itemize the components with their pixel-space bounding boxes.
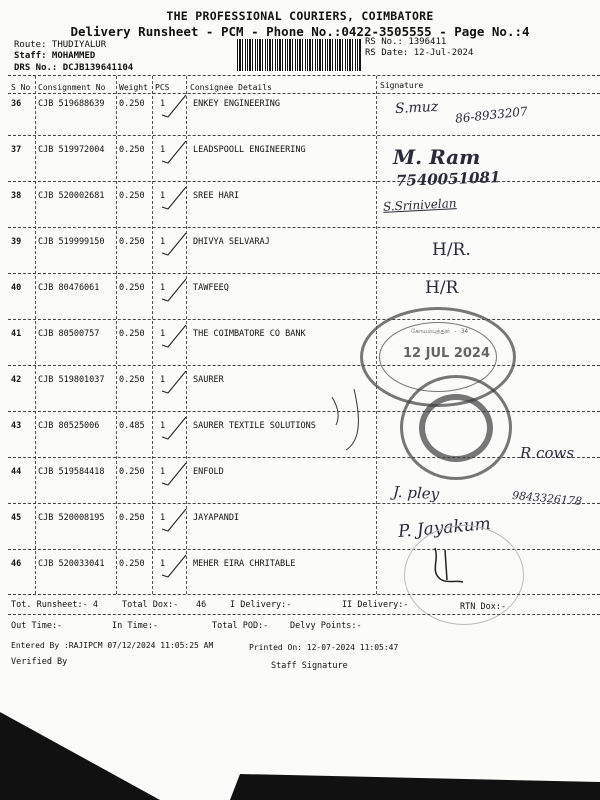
cell-weight: 0.250 [119, 467, 145, 477]
cell-sno: 36 [11, 99, 22, 109]
runsheet-subtitle: Delivery Runsheet - PCM - Phone No.:0422-3505555 - Page No.:4 [70, 24, 530, 39]
col-sep [35, 76, 36, 594]
cell-pcs: 1 [160, 421, 166, 431]
signature-row-45: J. pley [392, 482, 440, 504]
row-divider [8, 135, 600, 136]
cell-consignee: TAWFEEQ [193, 283, 229, 293]
tick-mark-icon [160, 277, 190, 303]
tick-mark-icon [160, 369, 190, 395]
stamp-date: 12 JUL 2024 [403, 346, 491, 361]
entered-by: Entered By :RAJIPCM 07/12/2024 11:05:25 AM [11, 641, 214, 650]
cell-sno: 43 [11, 421, 22, 431]
cell-consignee: SAURER TEXTILE SOLUTIONS [193, 421, 316, 431]
cell-weight: 0.250 [119, 513, 145, 523]
company-title: THE PROFESSIONAL COURIERS, COIMBATORE [166, 9, 434, 23]
company-seal-stamp [400, 375, 512, 480]
cell-sno: 46 [11, 559, 22, 569]
tick-mark-icon [160, 323, 190, 349]
signature-row-37: M. Ram [393, 145, 481, 169]
cell-consignee: SAURER [193, 375, 224, 385]
cell-sno: 40 [11, 283, 22, 293]
row-divider [8, 411, 600, 412]
cell-consignee: ENFOLD [193, 467, 224, 477]
signature-phone-36: 86-8933207 [454, 104, 529, 126]
header-divider-bottom [8, 93, 600, 94]
cell-weight: 0.250 [119, 283, 145, 293]
tick-mark-icon [160, 139, 190, 165]
cell-consignment: CJB 519688639 [38, 99, 105, 109]
col-sno: S No [11, 83, 31, 92]
tick-mark-icon [160, 93, 190, 119]
tick-mark-icon [160, 507, 190, 533]
delvy-points-label: Delvy Points:- [290, 621, 362, 631]
row-divider [8, 319, 600, 320]
tick-mark-icon [160, 461, 190, 487]
signature-row-38: S.Srinivelan [382, 196, 457, 214]
cell-weight: 0.485 [119, 421, 145, 431]
verified-by-label: Verified By [11, 657, 68, 667]
row-divider [8, 273, 600, 274]
tick-mark-icon [160, 231, 190, 257]
rtn-dox-label: RTN Dox:- [460, 602, 507, 612]
cell-weight: 0.250 [119, 375, 145, 385]
cell-weight: 0.250 [119, 99, 145, 109]
cell-pcs: 1 [160, 467, 166, 477]
cell-consignee: ENKEY ENGINEERING [193, 99, 280, 109]
staff-signature-label: Staff Signature [271, 661, 348, 671]
cell-sno: 38 [11, 191, 22, 201]
cell-consignee: MEHER EIRA CHRITABLE [193, 559, 296, 569]
cell-consignment: CJB 80525006 [38, 421, 100, 431]
signature-phone-45: 9843326178 [511, 488, 583, 509]
col-signature: Signature [380, 81, 424, 90]
in-time-label: In Time:- [112, 621, 159, 631]
cell-pcs: 1 [160, 99, 166, 109]
cell-sno: 42 [11, 375, 22, 385]
tick-mark-icon [160, 553, 190, 579]
cell-weight: 0.250 [119, 191, 145, 201]
signature-name-45: P. Jayakum [397, 513, 492, 543]
cell-sno: 44 [11, 467, 22, 477]
col-weight: Weight [119, 83, 148, 92]
cell-pcs: 1 [160, 513, 166, 523]
cell-weight: 0.250 [119, 237, 145, 247]
cell-consignee: DHIVYA SELVARAJ [193, 237, 270, 247]
cell-consignment: CJB 519999150 [38, 237, 105, 247]
total-pod-label: Total POD:- [212, 621, 269, 631]
cell-pcs: 1 [160, 559, 166, 569]
cell-pcs: 1 [160, 283, 166, 293]
col-sep [152, 76, 153, 594]
rs-date: RS Date: 12-Jul-2024 [365, 48, 474, 58]
stamp-location: கோயம்புத்தூர் - 34 [411, 328, 469, 335]
scribble-mark [320, 385, 380, 455]
cell-consignment: CJB 80500757 [38, 329, 100, 339]
tot-runsheet: Tot. Runsheet:- 4 [11, 600, 98, 610]
cell-consignee: SREE HARI [193, 191, 240, 201]
cell-consignment: CJB 519801037 [38, 375, 105, 385]
cell-consignment: CJB 519972004 [38, 145, 105, 155]
cell-pcs: 1 [160, 237, 166, 247]
row-divider [8, 181, 600, 182]
cell-consignee: LEADSPOOLL ENGINEERING [193, 145, 306, 155]
cell-consignment: CJB 520008195 [38, 513, 105, 523]
cell-consignee: THE COIMBATORE CO BANK [193, 329, 306, 339]
cell-sno: 37 [11, 145, 22, 155]
cell-consignment: CJB 520002681 [38, 191, 105, 201]
out-time-label: Out Time:- [11, 621, 63, 631]
i-delivery-label: I Delivery:- [230, 600, 292, 610]
ii-delivery-label: II Delivery:- [342, 600, 409, 610]
staff-label: Staff: MOHAMMED [14, 51, 96, 61]
total-dox-label: Total Dox:- [122, 600, 179, 610]
cell-consignment: CJB 519584418 [38, 467, 105, 477]
signature-row-39: H/R. [432, 240, 471, 260]
scan-shadow [0, 712, 600, 800]
cell-sno: 45 [11, 513, 22, 523]
tick-mark-icon [160, 415, 190, 441]
header-divider-top [8, 75, 600, 76]
route-label: Route: THUDIYALUR [14, 40, 107, 50]
barcode-image [237, 39, 361, 71]
signature-phone-37: 7540051081 [395, 168, 501, 190]
cell-weight: 0.250 [119, 559, 145, 569]
row-divider [8, 227, 600, 228]
drs-number: DRS No.: DCJB139641104 [14, 63, 134, 73]
row-divider [8, 457, 600, 458]
col-sep [116, 76, 117, 594]
total-dox-value: 46 [196, 600, 207, 610]
signature-row-36: S.muz [394, 98, 439, 118]
col-pcs: PCS [155, 83, 170, 92]
cell-pcs: 1 [160, 191, 166, 201]
cell-sno: 39 [11, 237, 22, 247]
footer-divider-top [8, 594, 600, 595]
cell-pcs: 1 [160, 329, 166, 339]
cell-weight: 0.250 [119, 145, 145, 155]
row-divider [8, 503, 600, 504]
cell-sno: 41 [11, 329, 22, 339]
tick-mark-icon [160, 185, 190, 211]
footer-divider-mid [8, 614, 600, 615]
cell-consignment: CJB 520033041 [38, 559, 105, 569]
col-consignee: Consignee Details [190, 83, 272, 92]
printed-on: Printed On: 12-07-2024 11:05:47 [249, 643, 399, 652]
col-consignment: Consignment No [38, 83, 106, 92]
signature-row-44: R cows [520, 444, 575, 462]
cell-pcs: 1 [160, 145, 166, 155]
cell-weight: 0.250 [119, 329, 145, 339]
cell-pcs: 1 [160, 375, 166, 385]
rs-number: RS No.: 1396411 [365, 37, 447, 47]
cell-consignment: CJB 80476061 [38, 283, 100, 293]
signature-row-40: H/R [425, 278, 459, 298]
cell-consignee: JAYAPANDI [193, 513, 240, 523]
